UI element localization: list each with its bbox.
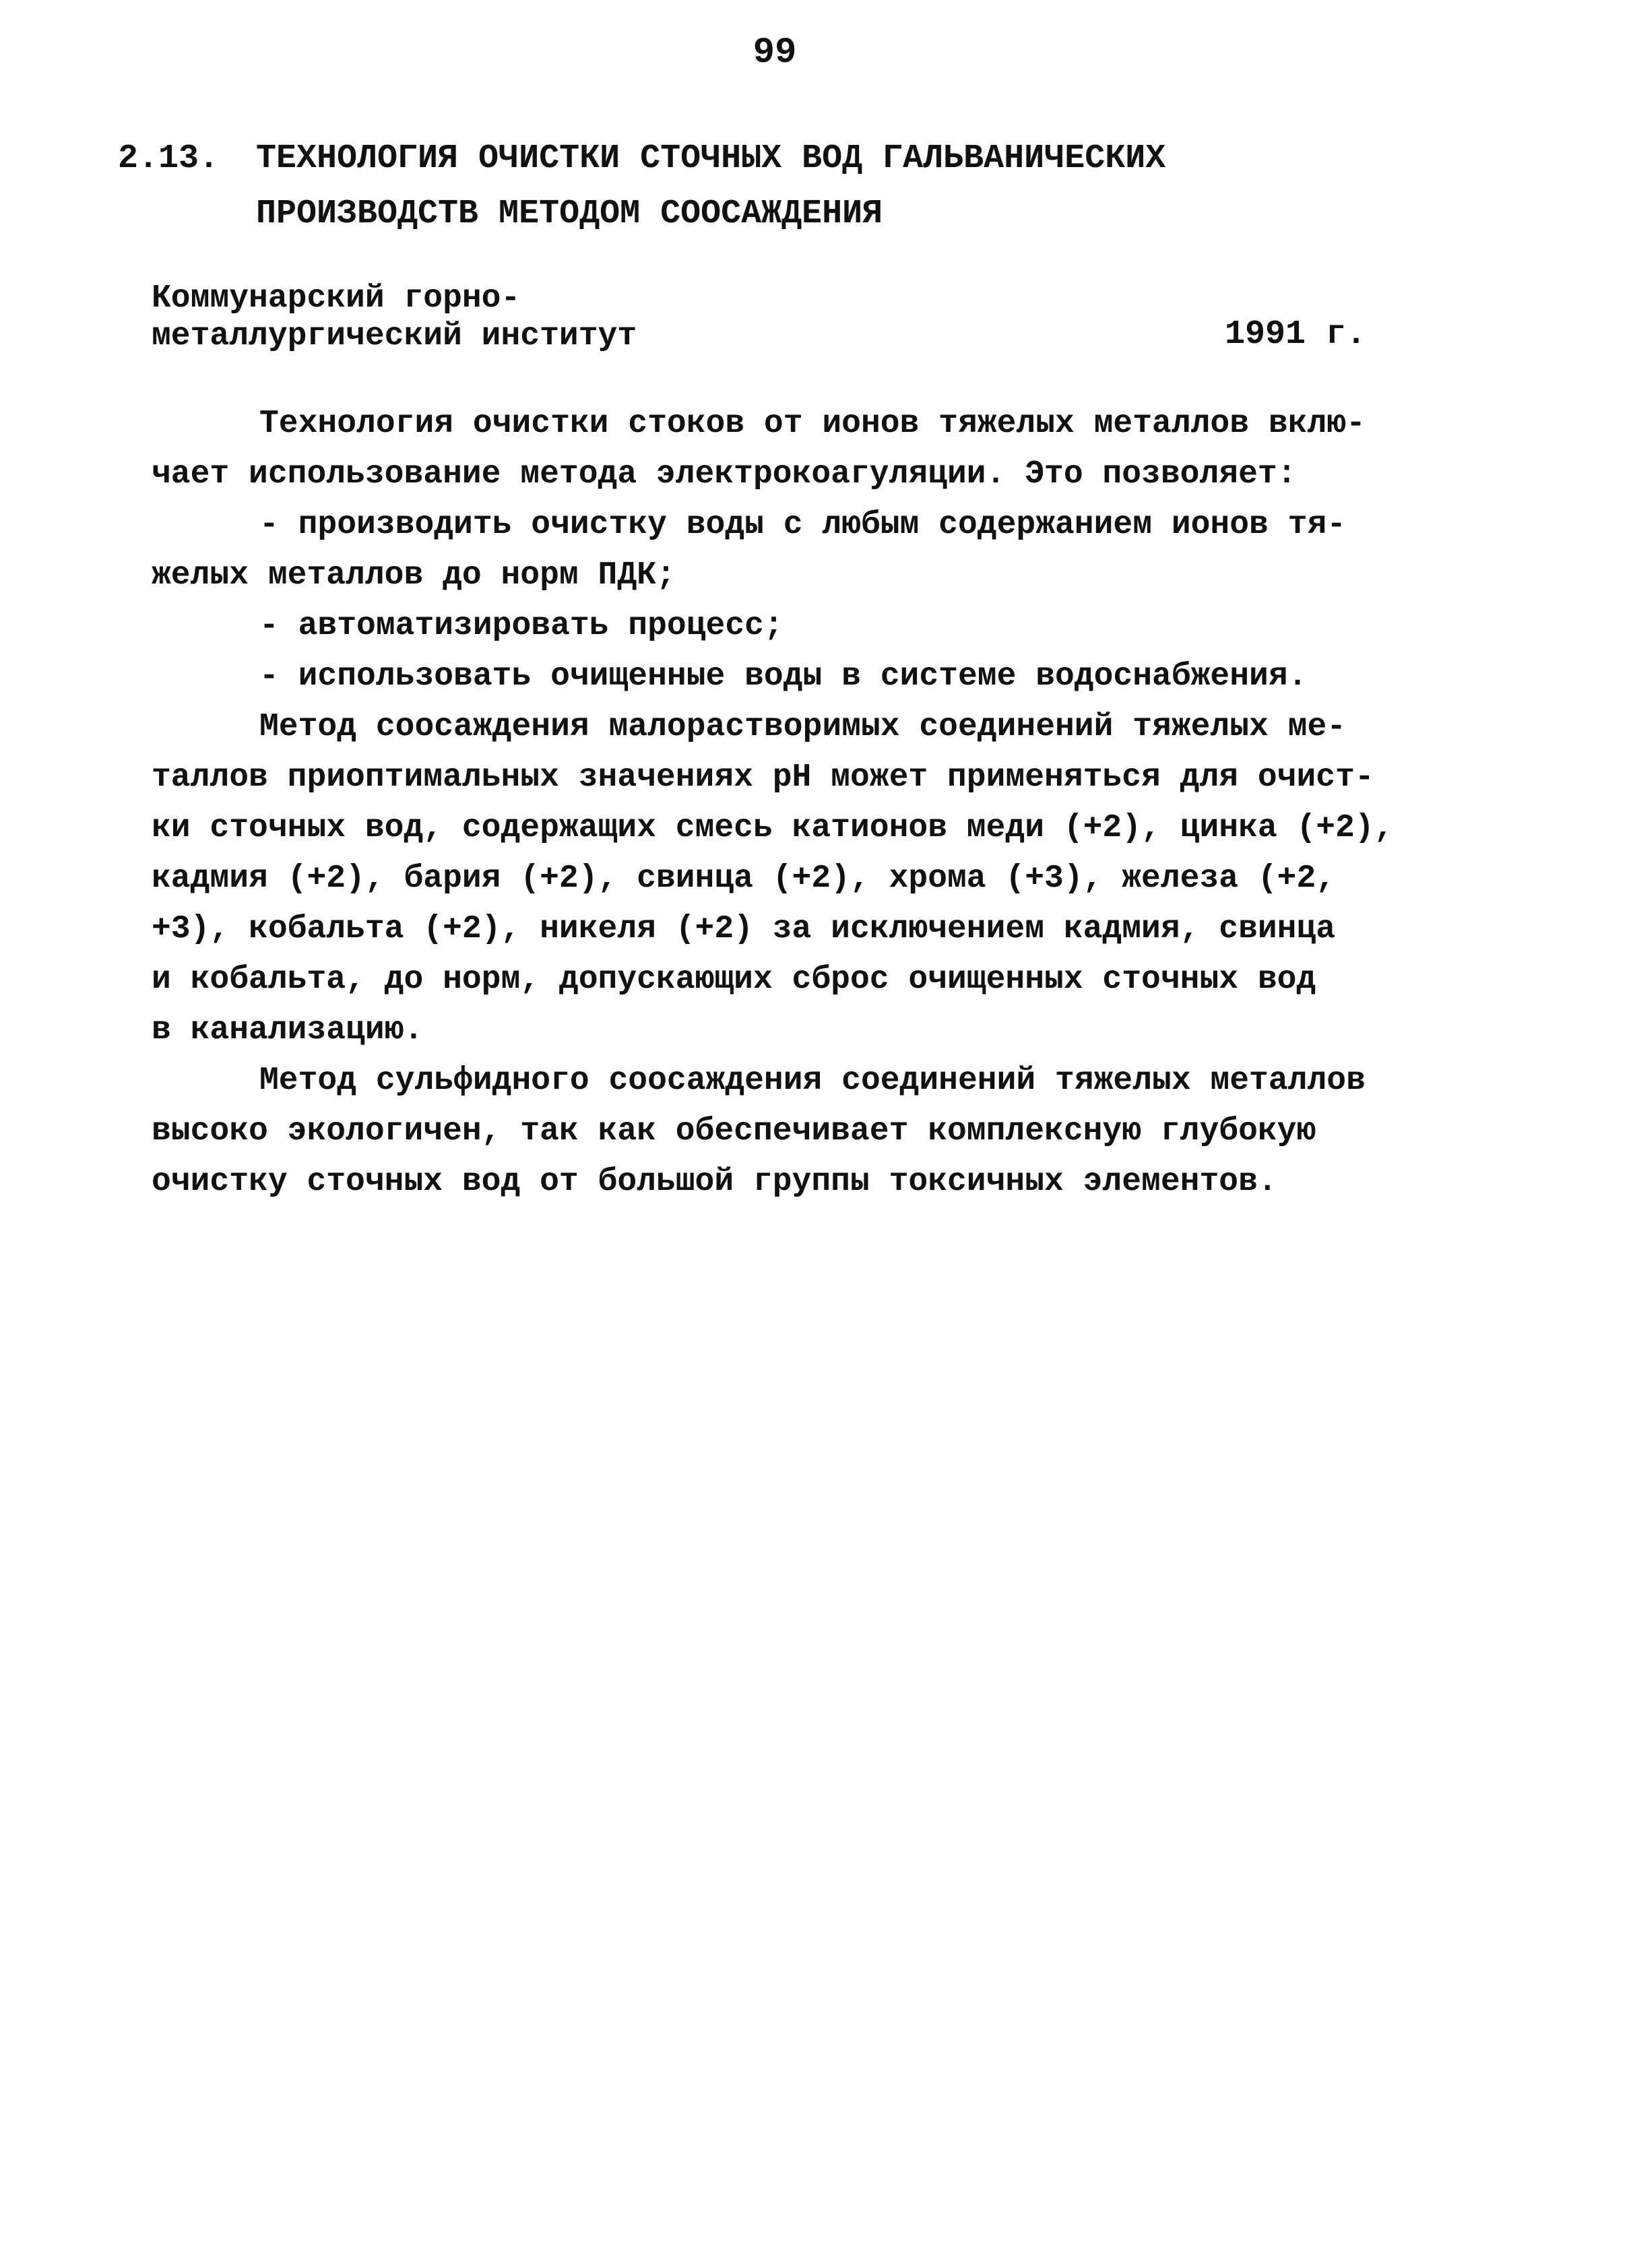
publication-year: 1991 г. (1225, 315, 1367, 354)
body-line: Метод сульфидного соосаждения соединений тяжелых металлов (259, 1063, 1366, 1099)
heading-title-line-1: ТЕХНОЛОГИЯ ОЧИСТКИ СТОЧНЫХ ВОД ГАЛЬВАНИЧЕСКИХ (256, 139, 1166, 178)
body-line: чает использование метода электрокоагуляции. Это позволяет: (152, 456, 1297, 493)
body-line: - производить очистку воды с любым содержанием ионов тя- (259, 507, 1347, 543)
body-line: высоко экологичен, так как обеспечивает комплексную глубокую (152, 1113, 1316, 1149)
body-line: желых металлов до норм ПДК; (152, 557, 676, 594)
body-line: таллов приоптимальных значениях pH может применяться для очист- (152, 759, 1374, 796)
body-line: кадмия (+2), бария (+2), свинца (+2), хрома (+3), железа (+2, (152, 860, 1336, 897)
organization-line-2: металлургический институт (152, 318, 637, 354)
organization-line-1: Коммунарский горно- (152, 280, 521, 317)
body-line: очистку сточных вод от большой группы токсичных элементов. (152, 1164, 1277, 1200)
body-line: и кобальта, до норм, допускающих сброс очищенных сточных вод (152, 962, 1316, 998)
body-line: ки сточных вод, содержащих смесь катионов меди (+2), цинка (+2), (152, 810, 1394, 846)
page-number: 99 (753, 32, 797, 73)
body-text (152, 399, 1492, 1207)
body-line: Технология очистки стоков от ионов тяжелых металлов вклю- (259, 406, 1366, 442)
body-line: Метод соосаждения малорастворимых соединений тяжелых ме- (259, 709, 1347, 745)
heading-number: 2.13. (118, 139, 220, 178)
heading-line-1 (118, 131, 1165, 187)
organization-block (152, 280, 637, 355)
body-line: - автоматизировать процесс; (259, 608, 783, 644)
section-heading (118, 131, 1165, 242)
body-line: - использовать очищенные воды в системе водоснабжения. (259, 658, 1308, 695)
body-line: +3), кобальта (+2), никеля (+2) за исключением кадмия, свинца (152, 911, 1336, 947)
heading-title-line-2: ПРОИЗВОДСТВ МЕТОДОМ СООСАЖДЕНИЯ (256, 195, 883, 233)
body-line: в канализацию. (152, 1012, 424, 1048)
